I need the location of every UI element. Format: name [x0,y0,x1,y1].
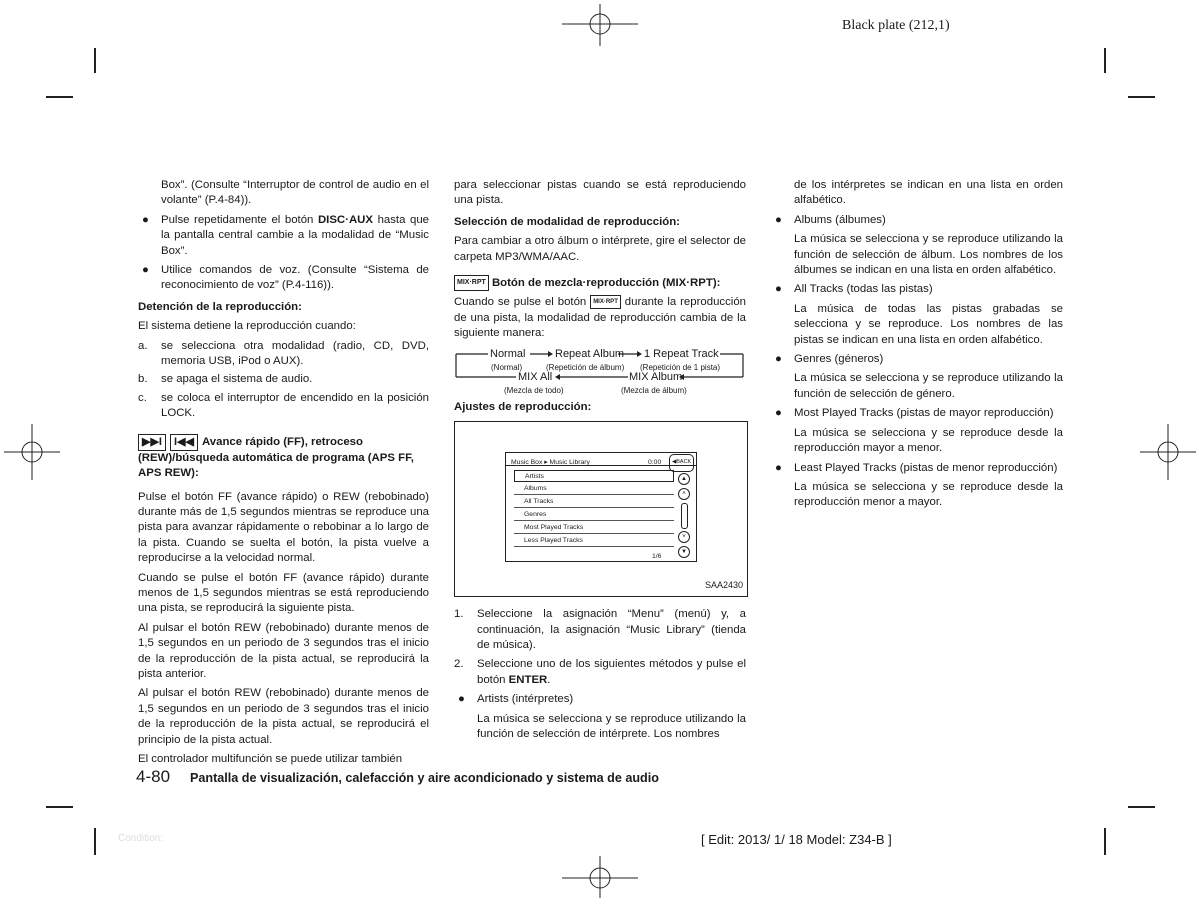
item-description: La música se selecciona y se reproduce utilizando la función de selección de intérprete. Los nombres [477,712,746,740]
column-1 [138,178,429,771]
fast-forward-icon: ▶▶I [138,434,166,451]
mix-rpt-icon: MIX·RPT [590,295,621,309]
play-mode-flow-diagram [454,346,746,395]
list-item [138,213,429,259]
flow-repeat-album: Repeat Album [555,347,625,360]
mix-rpt-icon: MIX·RPT [454,275,489,291]
item-title: Artists (intérpretes) [477,693,574,706]
flow-repeat-album-sub: (Repetición de álbum) [546,362,625,372]
scrollbar[interactable] [681,503,688,529]
figure-code: SAA2430 [704,579,743,590]
paragraph: Para cambiar a otro álbum o intérprete, gire el selector de carpeta MP3/WMA/AAC. [454,235,746,263]
list-text: se apaga el sistema de audio. [161,373,313,386]
list-text: se coloca el interruptor de encendido en la posición LOCK. [161,391,429,420]
flow-mix-album-sub: (Mezcla de álbum) [621,385,687,395]
mix-heading-text: Botón de mezcla·reproducción (MIX·RPT): [491,277,721,290]
flow-normal-sub: (Normal) [491,362,523,372]
column-2 [454,178,746,746]
bullet-icon: ● [775,353,782,366]
item-title: Genres (géneros) [794,353,884,366]
back-arrow-icon: ◀ [672,459,677,466]
paragraph: Pulse el botón FF (avance rápido) o REW (rebobinado) durante más de 1,5 segundos mientras se reproduce una pista para avanzar rápidamente o rebobinar a lo largo de la pista. Cuando se suelta el botón, la pista vuelve a reproducirse a la velocidad normal. [138,490,429,565]
bullet-icon: ● [775,461,782,474]
condition-label: Condition: [118,833,164,844]
list-item [454,657,746,688]
bullet-icon: ● [142,213,149,226]
music-library-figure [454,421,748,597]
screen-title: Music Box ▸ Music Library [511,459,590,467]
display-screen [505,452,697,562]
list-text: Seleccione la asignación “Menu” (menú) y, a continuación, la asignación “Music Library” (tienda de música). [477,608,746,651]
bullet-icon: ● [775,213,782,226]
list-text: Seleccione uno de los siguientes métodos y pulse el botón [477,658,746,686]
chevron-down-icon[interactable]: ˅ [678,531,690,543]
list-item [771,213,1063,228]
back-label: BACK [676,459,692,466]
item-title: All Tracks (todas las pistas) [794,283,933,296]
crop-mark [1104,828,1106,855]
bullet-text: hasta que la pantalla central cambie a la modalidad de “Music Box”. [161,213,429,257]
item-title: Albums (álbumes) [794,213,886,226]
paragraph: El controlador multifunción se puede utilizar también [138,753,403,765]
column-3 [771,178,1063,515]
paragraph: Al pulsar el botón REW (rebobinado) durante menos de 1,5 segundos en un periodo de 3 segundos tras el inicio de la reproducción de la pista actual, se reproducirá la pista anterior. [138,621,429,680]
registration-mark-top [562,2,638,46]
bullet-text: Pulse repetidamente el botón [161,213,318,226]
page-number: 4-80 [136,767,171,786]
item-title: Least Played Tracks (pistas de menor reproducción) [794,461,1058,474]
mix-text: durante la reproducción de una pista, la modalidad de reproducción cambia de la siguiente manera: [454,296,746,340]
section-heading: Ajustes de reproducción: [454,400,592,413]
edit-info: [ Edit: 2013/ 1/ 18 Model: Z34-B ] [701,832,892,847]
continued-text: de los intérpretes se indican en una lista en orden alfabético. [794,179,1063,207]
bullet-text: Utilice comandos de voz. (Consulte “Sistema de reconocimiento de voz” (P.4-116)). [161,264,429,292]
back-button[interactable] [669,454,694,471]
paragraph [454,295,746,341]
flow-mix-all: MIX All [518,370,553,383]
registration-mark-left [4,424,60,480]
continued-text: Box”. (Consulte “Interruptor de control de audio en el volante” (P.4-84)). [161,179,429,207]
bullet-icon: ● [775,407,782,420]
ff-heading-text: Avance rápido (FF), retroceso (REW)/búsqueda automática de programa (APS FF, APS REW): [138,435,414,480]
item-description: La música se selecciona y se reproduce utilizando la función de selección de género. [794,372,1063,400]
disc-aux-label: DISC·AUX [317,213,373,226]
list-item [771,282,1063,297]
item-title: Most Played Tracks (pistas de mayor reproducción) [794,407,1054,420]
plate-label: Black plate (212,1) [842,18,950,33]
paragraph: El sistema detiene la reproducción cuando: [138,320,356,333]
item-description: La música se selecciona y se reproduce desde la reproducción mayor a menor. [794,426,1063,455]
menu-row-less-played[interactable]: Less Played Tracks [514,535,674,547]
item-description: La música se selecciona y se reproduce utilizando la función de selección de álbum. Los nombres de los álbumes se indican en una lista en orden alfabético. [794,233,1063,277]
menu-row-most-played[interactable]: Most Played Tracks [514,522,674,534]
item-description: La música de todas las pistas grabadas se selecciona y se reproduce. Los nombres de las pistas se indican en una lista en orden alfabético. [794,302,1063,346]
crop-mark [1128,96,1155,98]
crop-mark [1128,806,1155,808]
crop-mark [94,828,96,855]
scroll-down-icon[interactable]: ▼ [678,546,690,558]
list-item [138,263,429,294]
paragraph: Al pulsar el botón REW (rebobinado) durante menos de 1,5 segundos en un periodo de 3 segundos tras el inicio de la reproducción de la pista actual, se reproducirá el principio de la pista actual. [138,687,429,746]
crop-mark [46,96,73,98]
enter-label: ENTER [508,673,548,686]
rewind-icon: I◀◀ [170,434,198,451]
list-item [138,339,429,370]
crop-mark [94,48,96,73]
footer-title: Pantalla de visualización, calefacción y aire acondicionado y sistema de audio [190,771,659,785]
list-text: se selecciona otra modalidad (radio, CD, DVD, memoria USB, iPod o AUX). [161,339,429,368]
list-item [771,406,1063,421]
list-label: c. [138,391,147,404]
list-label: a. [138,339,148,352]
section-heading [138,434,429,482]
flow-mix-album: MIX Album [629,370,683,383]
menu-row-genres[interactable]: Genres [514,509,674,521]
flow-mix-all-sub: (Mezcla de todo) [504,385,564,395]
list-item [138,391,429,422]
item-description: La música se selecciona y se reproduce desde la reproducción menor a mayor. [794,480,1063,509]
registration-mark-bottom [562,856,638,900]
list-item [771,352,1063,367]
list-item [454,692,746,707]
continued-text: para seleccionar pistas cuando se está reproduciendo una pista. [454,179,746,207]
paragraph: Cuando se pulse el botón FF (avance rápido) durante menos de 1,5 segundos mientras se está reproduciendo una pista, se reproducirá la siguiente pista. [138,571,429,615]
list-item [454,607,746,653]
crop-mark [1104,48,1106,73]
list-label: b. [138,373,148,386]
screen-time: 0:00 [648,459,662,467]
bullet-icon: ● [775,283,782,296]
menu-row-all-tracks[interactable]: All Tracks [514,496,674,508]
flow-normal: Normal [490,347,526,360]
crop-mark [46,806,73,808]
list-item [771,461,1063,476]
flow-repeat-track: 1 Repeat Track [644,347,719,360]
section-heading: Detención de la reproducción: [138,300,302,313]
list-label: 1. [454,608,464,621]
bullet-icon: ● [142,264,149,277]
scroll-up-icon[interactable]: ▲ [678,473,690,485]
mix-text: Cuando se pulse el botón [454,296,591,309]
menu-row-artists[interactable]: Artists [514,470,674,482]
section-heading: Selección de modalidad de reproducción: [454,215,680,228]
list-label: 2. [454,658,464,671]
bullet-icon: ● [458,693,465,706]
menu-row-albums[interactable]: Albums [514,483,674,495]
chevron-up-icon[interactable]: ˄ [678,488,690,500]
screen-header [506,453,696,466]
list-text: . [547,673,551,686]
flow-repeat-track-sub: (Repetición de 1 pista) [640,362,721,372]
page-indicator: 1/6 [652,553,662,561]
registration-mark-right [1140,424,1196,480]
list-item [138,372,429,387]
section-heading [454,275,746,291]
